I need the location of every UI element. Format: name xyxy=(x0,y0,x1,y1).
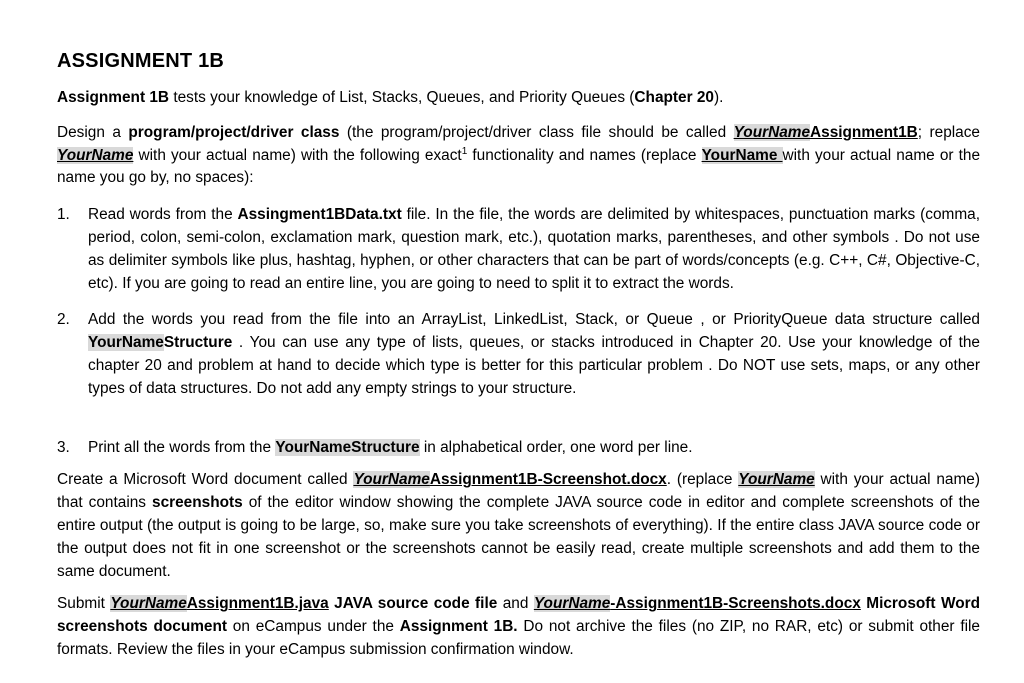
design-paragraph: Design a program/project/driver class (the program/project/driver class file should be called YourNameAssignment1B; replace YourName with your actual name) with the following exact$^1$ functionality and names (replace YourName with your actual name or the name you go by, no spaces): xyxy=(57,123,981,187)
screenshot-doc-name: Assignment1B-Screenshot.docx xyxy=(429,471,667,489)
submit-assignment-name: Assignment 1B. xyxy=(399,618,518,636)
list-item: 2. Add the words you read from the file into an ArrayList, LinkedList, Stack, or Queue , or PriorityQueue data structure called YourNameStructure . You can use any type of lists, queues, or stacks introduced in Chapter 20. Use your knowledge of the chapter 20 and problem at hand to decide which type is better for this particular problem . Do NOT use sets, maps, or any other types of data structures. Do not add any empty strings to your structure. xyxy=(57,311,980,397)
design-assignment-class-name: Assignment1B xyxy=(810,123,918,141)
design-yourname-highlight: YourName xyxy=(733,123,811,141)
create-paragraph: Create a Microsoft Word document called YourNameAssignment1B-Screenshot.docx. (replace YourName with your actual name) that contains screenshots of the editor window showing the complete JAVA source code in editor and complete screenshots of the entire output (the output is going to be large, so, make sure you take screenshots of everything). If the entire class JAVA source code or the output does not fit in one screenshot or the screenshots cannot be easily read, create multiple screenshots and add them to the same document. xyxy=(57,471,980,580)
java-file-name: Assignment1B.java xyxy=(186,595,329,613)
screenshots-term: screenshots xyxy=(152,494,243,512)
requirements-list xyxy=(57,204,980,459)
docx-file-name: -Assignment1B-Screenshots.docx xyxy=(610,595,861,613)
footnote-marker: 1 xyxy=(461,145,468,157)
intro-chapter: Chapter 20 xyxy=(634,89,714,106)
list-item: 3. Print all the words from the YourNameStructure in alphabetical order, one word per line. xyxy=(57,438,693,456)
design-yourname-highlight-3: YourName xyxy=(701,146,783,164)
create-yourname-highlight-2: YourName xyxy=(738,471,815,489)
design-yourname-highlight-2: YourName xyxy=(57,146,134,164)
assignment-title: ASSIGNMENT 1B xyxy=(57,50,225,72)
structure-name: Structure xyxy=(163,334,233,352)
design-program-term: program/project/driver class xyxy=(128,123,340,141)
create-yourname-highlight: YourName xyxy=(353,471,430,489)
submit-paragraph: Submit YourNameAssignment1B.java JAVA source code file and YourName-Assignment1B-Screenshots.docx Microsoft Word screenshots document on eCampus under the Assignment 1B. Do not archive the files (no ZIP, no RAR, etc) or submit other file formats. Review the files in your eCampus submission confirmation window. xyxy=(57,595,980,658)
list-item: 1. Read words from the Assingment1BData.txt file. In the file, the words are delimited by whitespaces, punctuation marks (comma, period, colon, semi-colon, exclamation mark, question mark, etc.), quotation marks, parentheses, and other symbols . Do not use as delimiter symbols like plus, hashtag, hyphen, or other characters that can be part of words/concepts (e.g. C++, C#, Objective-C, etc). If you are going to read an entire line, you are going to need to split it to extract the words. xyxy=(57,206,980,292)
submit-yourname-highlight-2: YourName xyxy=(533,595,611,613)
intro-paragraph: Assignment 1B tests your knowledge of List, Stacks, Queues, and Priority Queues (Chapter 20). xyxy=(57,89,724,106)
structure-yourname-highlight-2: YourName xyxy=(275,438,352,456)
data-file-name: Assingment1BData.txt xyxy=(237,206,402,224)
submit-yourname-highlight: YourName xyxy=(110,595,187,613)
structure-name-2: Structure xyxy=(351,438,420,456)
structure-yourname-highlight: YourName xyxy=(88,334,164,352)
intro-assignment-name: Assignment 1B xyxy=(57,89,170,106)
